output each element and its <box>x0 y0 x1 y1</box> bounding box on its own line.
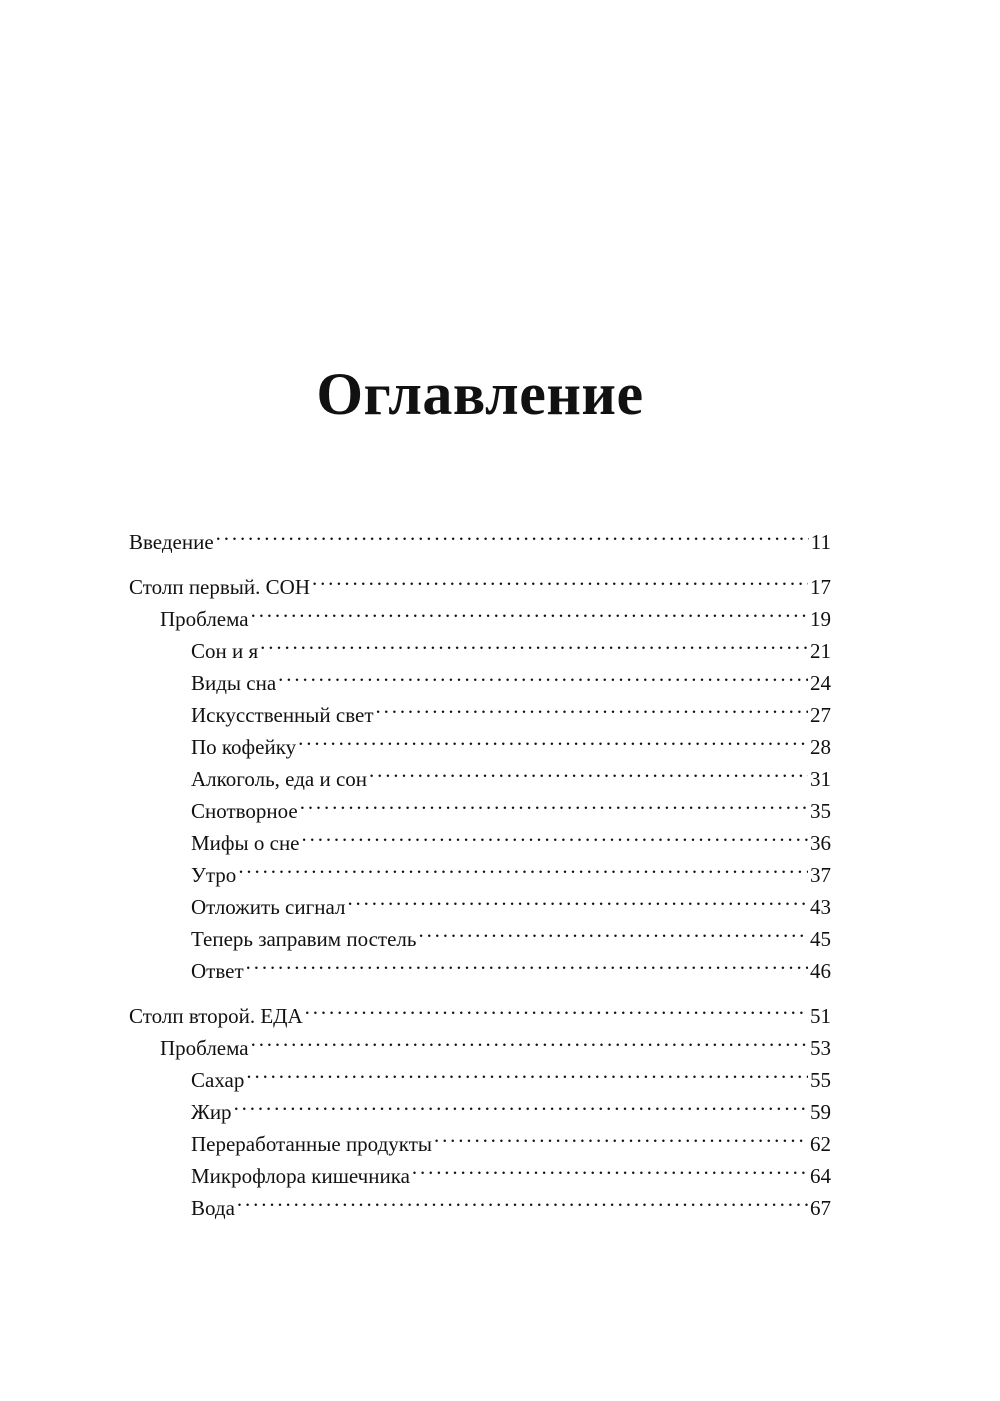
toc-entry-label: Проблема <box>160 607 249 631</box>
toc-entry-label: Виды сна <box>191 671 277 695</box>
dot-leader <box>298 722 808 754</box>
toc-entry-page: 11 <box>810 530 831 554</box>
toc-entry-label: Теперь заправим постель <box>191 927 417 951</box>
dot-leader <box>251 1023 808 1055</box>
toc-entry-label: Искусственный свет <box>191 703 374 727</box>
toc-entry-page: 37 <box>810 863 831 887</box>
dot-leader <box>376 690 808 722</box>
toc-entry-page: 35 <box>810 799 831 823</box>
dot-leader <box>278 658 808 690</box>
dot-leader <box>302 818 808 850</box>
dot-leader <box>434 1119 808 1151</box>
page-title: Оглавление <box>316 361 644 427</box>
toc-entry-page: 24 <box>810 671 831 695</box>
dot-leader <box>216 517 809 549</box>
toc-entry-page: 21 <box>810 639 831 663</box>
toc-entry-pillar-sleep[interactable] <box>129 562 831 599</box>
toc-entry-page: 67 <box>810 1196 831 1220</box>
dot-leader <box>246 1055 808 1087</box>
toc-entry-page: 27 <box>810 703 831 727</box>
toc-entry-label: Отложить сигнал <box>191 895 346 919</box>
dot-leader <box>251 594 808 626</box>
toc-entry-introduction[interactable] <box>129 517 831 554</box>
toc-entry-page: 53 <box>810 1036 831 1060</box>
dot-leader <box>300 786 808 818</box>
toc-entry-page: 62 <box>810 1132 831 1156</box>
toc-entry-label: Переработанные продукты <box>191 1132 432 1156</box>
toc-entry-page: 55 <box>810 1068 831 1092</box>
toc-entry-label: Микрофлора кишечника <box>191 1164 410 1188</box>
toc-entry-label: По кофейку <box>191 735 297 759</box>
toc-entry-page: 59 <box>810 1100 831 1124</box>
dot-leader <box>305 991 808 1023</box>
toc-entry-label: Жир <box>191 1100 232 1124</box>
dot-leader <box>238 850 808 882</box>
toc-entry-label: Вода <box>191 1196 235 1220</box>
dot-leader <box>246 946 808 978</box>
toc-entry-page: 28 <box>810 735 831 759</box>
toc-entry-page: 64 <box>810 1164 831 1188</box>
toc-entry-page: 36 <box>810 831 831 855</box>
toc-entry-label: Мифы о сне <box>191 831 300 855</box>
toc-entry-label: Снотворное <box>191 799 298 823</box>
toc-entry-processed-foods[interactable] <box>129 1119 831 1156</box>
toc-entry-label: Утро <box>191 863 237 887</box>
dot-leader <box>369 754 808 786</box>
dot-leader <box>237 1183 808 1215</box>
dot-leader <box>347 882 808 914</box>
toc-entry-page: 19 <box>810 607 831 631</box>
toc-entry-fat[interactable] <box>129 1087 831 1124</box>
dot-leader <box>260 626 808 658</box>
toc-entry-page: 51 <box>810 1004 831 1028</box>
toc-entry-pillar-food[interactable] <box>129 991 831 1028</box>
toc-entry-page: 46 <box>810 959 831 983</box>
toc-entry-page: 17 <box>810 575 831 599</box>
toc-entry-label: Ответ <box>191 959 244 983</box>
dot-leader <box>412 1151 808 1183</box>
toc-entry-page: 43 <box>810 895 831 919</box>
dot-leader <box>418 914 808 946</box>
toc-entry-label: Введение <box>129 530 214 554</box>
dot-leader <box>312 562 808 594</box>
table-of-contents <box>129 517 831 1220</box>
toc-entry-label: Столп первый. СОН <box>129 575 310 599</box>
toc-entry-page: 45 <box>810 927 831 951</box>
toc-entry-label: Алкоголь, еда и сон <box>191 767 367 791</box>
toc-entry-label: Столп второй. ЕДА <box>129 1004 303 1028</box>
dot-leader <box>234 1087 808 1119</box>
toc-entry-label: Сон и я <box>191 639 259 663</box>
toc-entry-page: 31 <box>810 767 831 791</box>
toc-entry-label: Проблема <box>160 1036 249 1060</box>
toc-entry-label: Сахар <box>191 1068 245 1092</box>
